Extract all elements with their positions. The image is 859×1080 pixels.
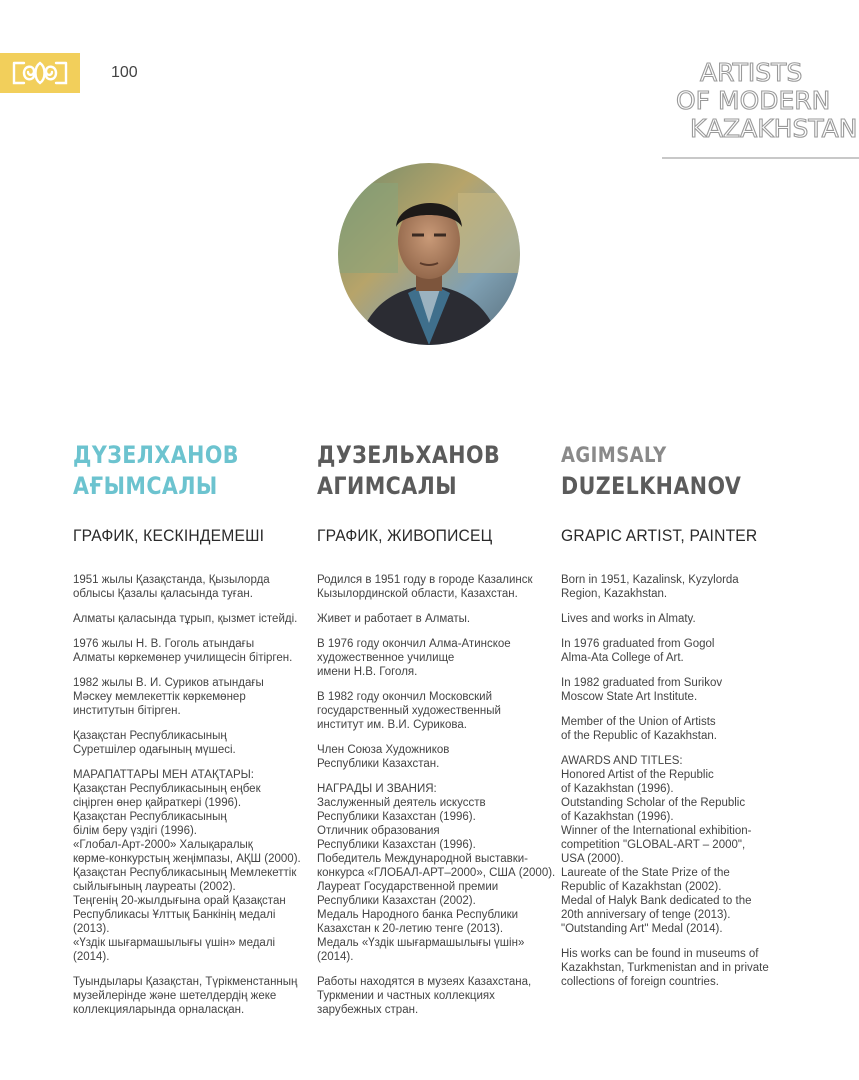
name-line-1: ДҮЗЕЛХАНОВ	[73, 441, 239, 469]
artist-role: ГРАФИК, ЖИВОПИСЕЦ	[317, 526, 493, 545]
name-line-2: DUZELKHANOV	[561, 472, 742, 500]
bio-paragraph: In 1982 graduated from Surikov Moscow State Art Institute.	[561, 677, 723, 703]
bio-paragraph: Born in 1951, Kazalinsk, Kyzylorda Region, Kazakhstan.	[561, 574, 739, 600]
brand-line-3: KAZAKHSTAN	[690, 114, 857, 143]
bio-paragraph: В 1976 году окончил Алма-Атинское художественное училище имени Н.В. Гоголя.	[317, 638, 511, 678]
ornament-block	[0, 53, 80, 93]
brand-line-1: ARTISTS	[700, 58, 803, 87]
bio-paragraph: Алматы қаласында тұрып, қызмет істейді.	[73, 613, 298, 625]
kazakh-ornament-icon	[10, 57, 70, 89]
page-number: 100	[111, 64, 138, 81]
biography	[317, 573, 557, 1028]
bio-paragraph: Туындылары Қазақстан, Түрікменстанның музейлерінде және шетелдердің жеке коллекцияларында орналасқан.	[73, 976, 298, 1016]
bio-paragraph: 1982 жылы В. И. Суриков атындағы Мәскеу мемлекеттік көркемөнер институтын бітірген.	[73, 677, 264, 717]
bio-paragraph: His works can be found in museums of Kazakhstan, Turkmenistan and in private collections of foreign countries.	[561, 948, 769, 988]
name-line-1: AGIMSALY	[561, 443, 667, 467]
awards-paragraph: НАГРАДЫ И ЗВАНИЯ: Заслуженный деятель искусств Республики Казахстан (1996). Отличник образования Республики Казахстан (1996). Победитель Международной выставки- конкурса «ГЛОБАЛ-АРТ–2000», США (2000). Лауреат Государственной премии Республики Казахстан (2002). Медаль Народного банка Республики Казахстан к 20-летию тенге (2013). Медаль «Үздік шығармашылығы үшін» (2014).	[317, 783, 556, 963]
name-line-1: ДУЗЕЛЬХАНОВ	[317, 441, 501, 469]
bio-paragraph: Живет и работает в Алматы.	[317, 613, 471, 625]
biography	[73, 573, 313, 1028]
name-line-2: АҒЫМСАЛЫ	[73, 472, 218, 500]
awards-paragraph: AWARDS AND TITLES: Honored Artist of the Republic of Kazakhstan (1996). Outstanding Scholar of the Republic of Kazakhstan (1996). Winner of the International exhibition- competition "GLOBAL-ART – 2000", USA (2000). Laureate of the State Prize of the Republic of Kazakhstan (2002). Medal of Halyk Bank dedicated to the 20th anniversary of tenge (2013). "Outstanding Art" Medal (2014).	[561, 755, 752, 935]
column-kazakh	[73, 440, 301, 1016]
artist-name-english	[561, 440, 755, 502]
bio-paragraph: Работы находятся в музеях Казахстана, Туркмении и частных коллекциях зарубежных стран.	[317, 976, 532, 1016]
biography	[561, 573, 801, 1000]
portrait-photo	[338, 163, 520, 345]
bio-paragraph: Lives and works in Almaty.	[561, 613, 696, 625]
artist-name-russian	[317, 440, 511, 502]
column-english	[561, 440, 786, 988]
brand-logo	[672, 55, 857, 165]
column-russian	[317, 440, 556, 1016]
bio-paragraph: Член Союза Художников Республики Казахстан.	[317, 744, 450, 770]
bio-paragraph: Қазақстан Республикасының Суретшілер одағының мүшесі.	[73, 730, 236, 756]
artist-role: ГРАФИК, КЕСКІНДЕМЕШІ	[73, 526, 265, 545]
name-line-2: АГИМСАЛЫ	[317, 472, 458, 500]
artist-name-kazakh	[73, 440, 267, 502]
bio-paragraph: Родился в 1951 году в городе Казалинск Кызылординской области, Казахстан.	[317, 574, 533, 600]
bio-paragraph: In 1976 graduated from Gogol Alma-Ata College of Art.	[561, 638, 715, 664]
bio-paragraph: 1951 жылы Қазақстанда, Қызылорда облысы Қазалы қаласында туған.	[73, 574, 270, 600]
bio-paragraph: Member of the Union of Artists of the Republic of Kazakhstan.	[561, 716, 717, 742]
awards-paragraph: МАРАПАТТАРЫ МЕН АТАҚТАРЫ: Қазақстан Республикасының еңбек сіңірген өнер қайраткері (1996). Қазақстан Республикасының білім беру үздігі (1996). «Глобал-Арт-2000» Халықаралық көрме-конкурстың жеңімпазы, АҚШ (2000). Қазақстан Республикасының Мемлекеттік сыйлығының лауреаты (2002). Теңгенің 20-жылдығына орай Қазақстан Республикасы Ұлттық Банкінің медалі (2013). «Үздік шығармашылығы үшін» медалі (2014).	[73, 769, 301, 963]
artist-role: GRAPIC ARTIST, PAINTER	[561, 526, 758, 545]
bio-paragraph: В 1982 году окончил Московский государственный художественный институт им. В.И. Сурикова.	[317, 691, 501, 731]
brand-line-2: OF MODERN	[676, 86, 831, 115]
brand-divider	[662, 157, 859, 159]
bio-paragraph: 1976 жылы Н. В. Гоголь атындағы Алматы көркемөнер училищесін бітірген.	[73, 638, 293, 664]
